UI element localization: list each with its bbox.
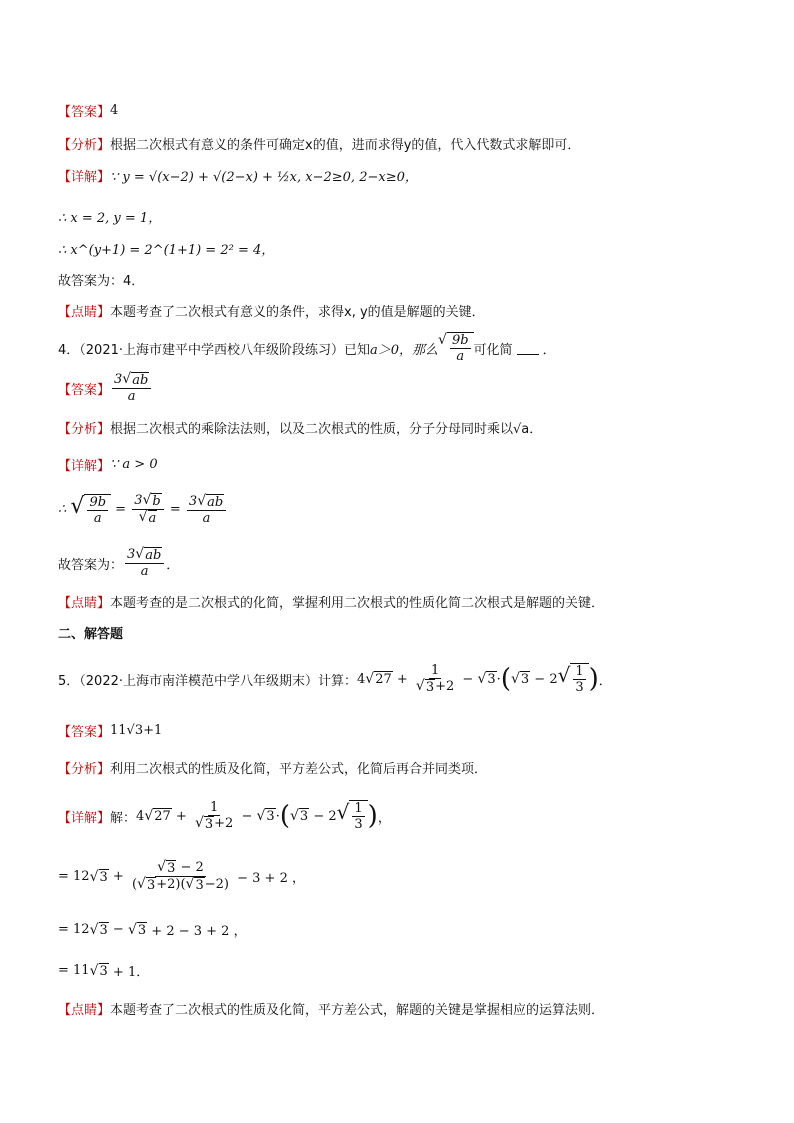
q4-blank: [517, 342, 539, 355]
q5-answer: 11√3+1: [110, 723, 163, 738]
q4-final: 故答案为： 3 √ ab a ．: [58, 546, 180, 579]
q4-stem-prefix: 4．（2021·上海市建平中学西校八年级阶段练习）已知: [58, 342, 370, 358]
q3-step1-text: ∴ x = 2, y = 1，: [58, 211, 162, 226]
detail-tag: 【详解】: [58, 170, 111, 185]
q4-comment: 本题考查的是二次根式的化简，掌握利用二次根式的性质化简二次根式是解题的关键．: [110, 596, 605, 611]
q3-analysis-line: [58, 134, 580, 153]
q5-step3: = 11 √ 3 + 1．: [58, 962, 150, 980]
answer-tag: 【答案】: [58, 382, 111, 398]
detail-tag: 【详解】: [58, 810, 111, 826]
q4-final-prefix: 故答案为：: [58, 557, 124, 573]
q5-stem-prefix: 5．（2022·上海市南洋模范中学八年级期末）计算：: [58, 673, 357, 689]
analysis-tag: 【分析】: [58, 422, 111, 437]
q4-stem-radical: √ $\frac{9b}{a}$: [438, 332, 474, 364]
comment-tag: 【点睛】: [58, 1003, 111, 1018]
answer-tag: 【答案】: [58, 725, 111, 740]
q3-final: [58, 270, 144, 289]
q3-step1: [58, 207, 161, 226]
q3-step2-text: ∴ x^(y+1) = 2^(1+1) = 2² = 4，: [58, 243, 275, 258]
q5-step1: = 12 √ 3 + √ 3 − 2 ( √ 3 +2)( √ 3 −2) − 3 + 2 ，: [58, 859, 305, 893]
q3-analysis: 根据二次根式有意义的条件可确定x的值，进而求得y的值，代入代数式求解即可．: [110, 138, 581, 153]
q3-comment: 本题考查了二次根式有意义的条件，求得x, y的值是解题的关键．: [110, 305, 485, 320]
q4-detail-line: [58, 455, 158, 474]
q4-answer: 3 √ ab a: [112, 372, 151, 404]
q3-step2: [58, 239, 274, 258]
q4-stem: [58, 332, 556, 364]
detail-tag: 【详解】: [58, 459, 111, 474]
q4-detail-eq: ∴ √ $\frac{9b}{a}$ = 3 √ b √ a = 3 √ ab a: [58, 493, 228, 526]
section-title: 二、解答题: [58, 627, 124, 642]
q4-analysis-line: [58, 418, 542, 437]
q3-answer-line: [58, 101, 118, 120]
answer-tag: 【答案】: [58, 105, 111, 120]
q4-detail-cond: ∵ a > 0: [110, 457, 158, 472]
q4-answer-line: [58, 372, 153, 404]
q3-answer: 4: [110, 103, 119, 118]
q5-stem: 5．（2022·上海市南洋模范中学八年级期末）计算： 4 √ 27 + 1 √ 3 +2 − √ 3 · ( √ 3 − 2 √ $\frac{1}{3}$ ) ．: [58, 663, 612, 695]
section-heading: [58, 623, 123, 642]
q5-comment: 本题考查了二次根式的性质及化简，平方差公式，解题的关键是掌握相应的运算法则．: [110, 1003, 605, 1018]
q5-comment-line: [58, 999, 604, 1018]
analysis-tag: 【分析】: [58, 762, 111, 777]
analysis-tag: 【分析】: [58, 138, 111, 153]
q3-comment-line: [58, 301, 485, 320]
q5-analysis: 利用二次根式的性质及化简，平方差公式，化简后再合并同类项．: [110, 762, 488, 777]
q4-comment-line: [58, 592, 604, 611]
q5-analysis-line: [58, 758, 487, 777]
q4-analysis: 根据二次根式的乘除法法则，以及二次根式的性质，分子分母同时乘以√a．: [110, 422, 543, 437]
comment-tag: 【点睛】: [58, 596, 111, 611]
q5-step2: = 12 √ 3 − √ 3 + 2 − 3 + 2 ，: [58, 921, 247, 939]
q5-detail-line: 【详解】 解： 4 √ 27 + 1 √ 3 +2 − √ 3 · ( √ 3 − 2 √ $\frac{1}{3}$ ) ，: [58, 800, 391, 832]
q3-detail-eq: ∵ y = √(x−2) + √(2−x) + ½x, x−2≥0, 2−x≥0，: [110, 170, 418, 185]
q4-stem-suffix: 可化简: [473, 342, 513, 358]
q4-stem-cond: a＞0，那么: [370, 342, 439, 358]
q5-answer-line: [58, 721, 162, 740]
q3-final-text: 故答案为：4．: [58, 274, 145, 289]
comment-tag: 【点睛】: [58, 305, 111, 320]
q5-detail-prefix: 解：: [110, 810, 137, 826]
q4-stem-end: ．: [542, 342, 556, 358]
q3-detail-line: [58, 166, 418, 185]
